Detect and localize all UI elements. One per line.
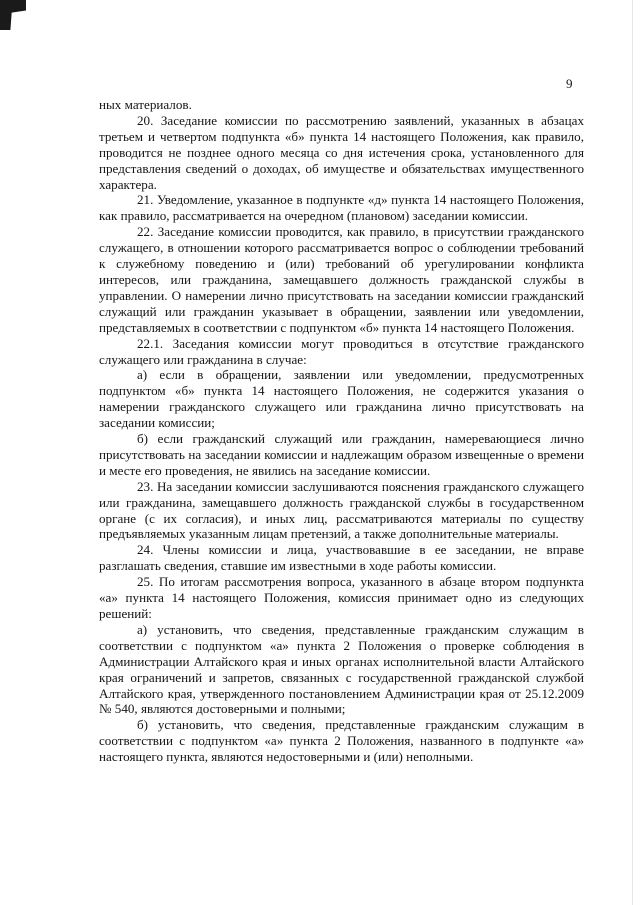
document-body [99, 97, 584, 765]
page-number: 9 [566, 76, 573, 91]
paragraph-25-b: б) установить, что сведения, представленные гражданским служащим в соответствии с подпунктом «а» пункта 2 Положения, названного в подпункте «а» настоящего пункта, являются недостоверными и (или) неполными. [99, 717, 584, 765]
paragraph-21: 21. Уведомление, указанное в подпункте «д» пункта 14 настоящего Положения, как правило, рассматривается на очередном (плановом) заседании комиссии. [99, 192, 584, 224]
paragraph-22-1-b: б) если гражданский служащий или гражданин, намеревающиеся лично присутствовать на заседании комиссии и надлежащим образом извещенные о времени и месте его проведения, не явились на заседание комиссии. [99, 431, 584, 478]
paragraph-20: 20. Заседание комиссии по рассмотрению заявлений, указанных в абзацах третьем и четвертом подпункта «б» пункта 14 настоящего Положения, как правило, проводится не позднее одного месяца со дня истечения срока, установленного для представления сведений о доходах, об имуществе и обязательствах имущественного характера. [99, 112, 584, 192]
paragraph-23: 23. На заседании комиссии заслушиваются пояснения гражданского служащего или гражданина, замещавшего должность гражданской службы в государственном органе (с их согласия), и иных лиц, рассматриваются материалы по существу предъявляемых указанным лицам претензий, а также дополнительные материалы. [99, 478, 584, 542]
paragraph-24: 24. Члены комиссии и лица, участвовавшие в ее заседании, не вправе разглашать сведения, ставшие им известными в ходе работы комиссии. [99, 542, 584, 574]
scan-edge-line [632, 0, 633, 905]
paragraph-22-1: 22.1. Заседания комиссии могут проводиться в отсутствие гражданского служащего или гражданина в случае: [99, 335, 584, 367]
paragraph-25: 25. По итогам рассмотрения вопроса, указанного в абзаце втором подпункта «а» пункта 14 настоящего Положения, комиссия принимает одно из следующих решений: [99, 574, 584, 621]
paragraph-22-1-a: а) если в обращении, заявлении или уведомлении, предусмотренных подпунктом «б» пункта 14 настоящего Положения, не содержится указания о намерении гражданского служащего или гражданина лично присутствовать на заседании комиссии; [99, 367, 584, 431]
scan-corner-mark [0, 0, 26, 30]
paragraph-25-a: а) установить, что сведения, представленные гражданским служащим в соответствии с подпунктом «а» пункта 2 Положения о проверке соблюдения в Администрации Алтайского края и иных органах исполнительной власти Алтайского края ограничений и запретов, связанных с государственной гражданской службой Алтайского края, утвержденного постановлением Администрации края от 25.12.2009 № 540, являются достоверными и полными; [99, 621, 584, 717]
paragraph-22: 22. Заседание комиссии проводится, как правило, в присутствии гражданского служащего, в отношении которого рассматривается вопрос о соблюдении требований к служебному поведению и (или) требований об урегулировании конфликта интересов, или гражданина, замещавшего должность гражданской службы в управлении. О намерении лично присутствовать на заседании комиссии гражданский служащий или гражданин указывает в обращении, заявлении или уведомлении, представляемых в соответствии с подпунктом «б» пункта 14 настоящего Положения. [99, 224, 584, 335]
paragraph-continuation: ных материалов. [99, 97, 192, 112]
